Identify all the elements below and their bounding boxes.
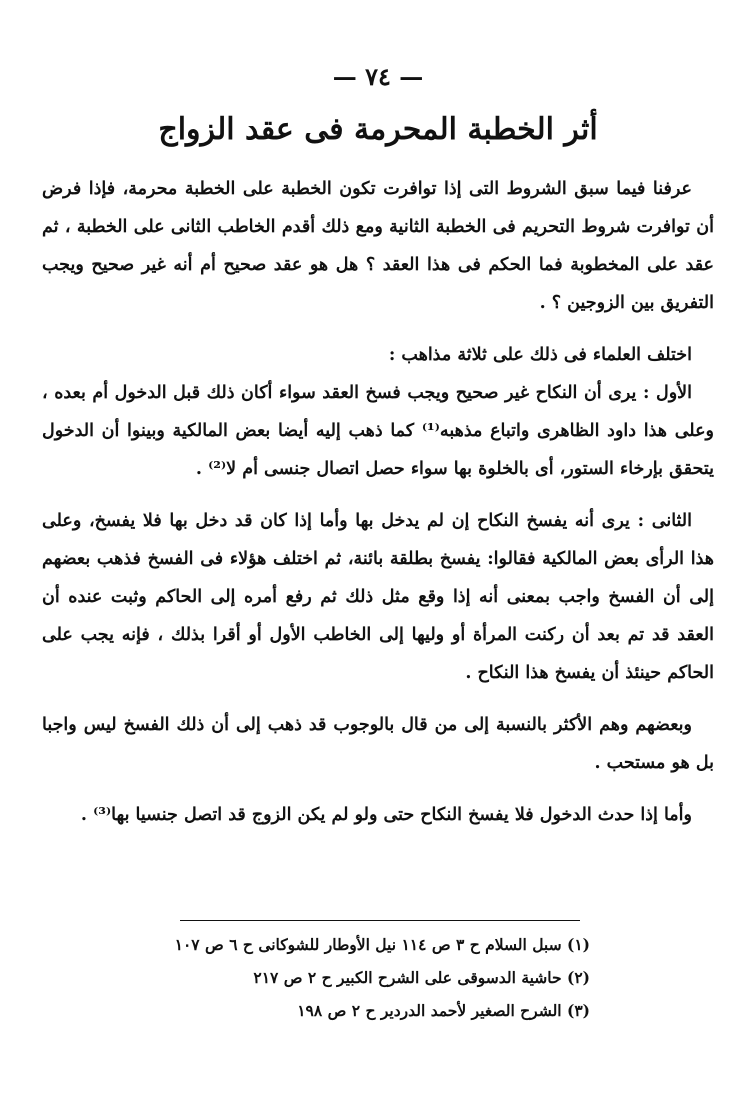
footnote-1: (١) سبل السلام ح ٣ ص ١١٤ نيل الأوطار للشوكانى ح ٦ ص ١٠٧ (174, 935, 590, 954)
chapter-title: أثر الخطبة المحرمة فى عقد الزواج (158, 112, 598, 147)
paragraph-opinions-heading: اختلف العلماء فى ذلك على ثلاثة مذاهب : (388, 345, 692, 365)
footnote-2: (٢) حاشية الدسوقى على الشرح الكبير ح ٢ ص ٢١٧ (253, 968, 590, 987)
paragraph-first-opinion: الأول : يرى أن النكاح غير صحيح ويجب فسخ العقد سواء أكان ذلك قبل الدخول أم بعده ، وعلى هذا داود الظاهرى واتباع مذهبه⁽¹⁾ كما ذهب إليه أيضا بعض المالكية وبينوا أن الدخول يتحقق بإرخاء الستور، أى بالخلوة بها سواء حصل اتصال جنسى أم لا⁽²⁾ . (42, 383, 714, 479)
footnotes (170, 928, 590, 1027)
footnote-divider (180, 920, 580, 921)
body-text (42, 170, 714, 848)
paragraph-consummation: وأما إذا حدث الدخول فلا يفسخ النكاح حتى ولو لم يكن الزوج قد اتصل جنسيا بها⁽³⁾ . (80, 805, 692, 825)
paragraph-second-opinion: الثانى : يرى أنه يفسخ النكاح إن لم يدخل بها وأما إذا كان قد دخل بها فلا يفسخ، وعلى هذا الرأى بعض المالكية فقالوا: يفسخ بطلقة بائنة، ثم اختلف هؤلاء فى الفسخ فذهب بعضهم إلى أن الفسخ واجب بمعنى أنه إذا وقع مثل ذلك ثم رفع أمره إلى الحاكم وثبت عنده أن العقد قد تم بعد أن ركنت المرأة أو وليها إلى الخاطب الأول أو أقرا بذلك ، فإنه يجب على الحاكم حينئذ أن يفسخ هذا النكاح . (42, 511, 714, 683)
page-number: — ٧٤ — (332, 62, 424, 91)
paragraph-majority-view: وبعضهم وهم الأكثر بالنسبة إلى من قال بالوجوب قد ذهب إلى أن ذلك الفسخ ليس واجبا بل هو مستحب . (42, 715, 714, 773)
paragraph-intro: عرفنا فيما سبق الشروط التى إذا توافرت تكون الخطبة على الخطبة محرمة، فإذا فرض أن توافرت شروط التحريم فى الخطبة الثانية ومع ذلك أقدم الخاطب الثانى على الخطبة ، ثم عقد على المخطوبة فما الحكم فى هذا العقد ؟ هل هو عقد صحيح أم أنه غير صحيح ويجب التفريق بين الزوجين ؟ . (42, 179, 714, 313)
footnote-3: (٣) الشرح الصغير لأحمد الدردير ح ٢ ص ١٩٨ (297, 1001, 590, 1020)
